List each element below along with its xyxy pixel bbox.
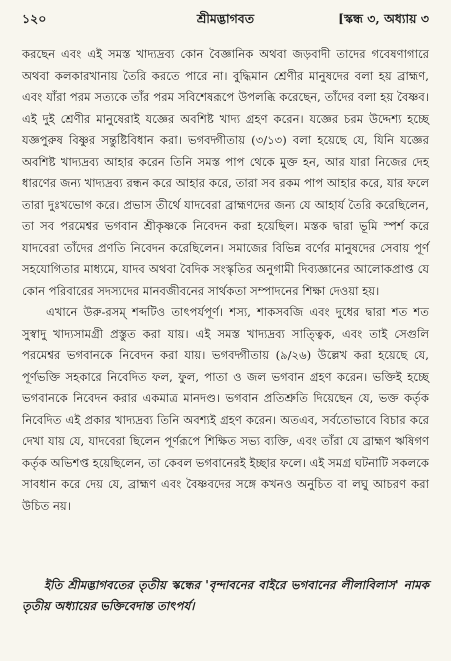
- purport-body: [22, 44, 429, 517]
- running-header: [22, 10, 429, 32]
- book-title: শ্রীমদ্ভাগবত: [196, 11, 255, 26]
- paragraph-1: করছেন এবং এই সমস্ত খাদ্যদ্রব্য কোন বৈজ্ঞানিক অথবা জড়বাদী তাদের গবেষণাগারে অথবা কলকারখানায় তৈরি করতে পারে না। বুদ্ধিমান শ্রেণীর মানুষদের বলা হয় ব্রাহ্মণ, এবং যাঁরা পরম সত্যকে তাঁর পরম সবিশেষরূপে উপলব্ধি করেছেন, তাঁদের বলা হয় বৈষ্ণব। এই দুই শ্রেণীর মানুষেরাই যজ্ঞের অবশিষ্ট খাদ্য গ্রহণ করেন। যজ্ঞের চরম উদ্দেশ্য হচ্ছে যজ্ঞপুরুষ বিষ্ণুর সন্তুষ্টিবিধান করা। ভগবদ্গীতায় (৩/১৩) বলা হয়েছে যে, যিনি যজ্ঞের অবশিষ্ট খাদ্যদ্রব্য আহার করেন তিনি সমস্ত পাপ থেকে মুক্ত হন, আর যারা নিজের দেহ ধারণের জন্য খাদ্যদ্রব্য রন্ধন করে আহার করে, তারা সব রকম পাপ আহার করে, যার ফলে তারা দুঃখভোগ করে। প্রভাস তীর্থে যাদবেরা ব্রাহ্মণদের জন্য যে আহার্য তৈরি করেছিলেন, তা সব পরমেশ্বর ভগবান শ্রীকৃষ্ণকে নিবেদন করা হয়েছিল। মস্তক দ্বারা ভূমি স্পর্শ করে যাদবেরা তাঁদের প্রণতি নিবেদন করেছিলেন। সমাজের বিভিন্ন বর্ণের মানুষদের সেবায় পূর্ণ সহযোগিতার মাধ্যমে, যাদব অথবা বৈদিক সংস্কৃতির অনুগামী দিব্যজ্ঞানের আলোকপ্রাপ্ত যে কোন পরিবারের সদস্যদের মানবজীবনের সার্থকতা সম্পাদনের শিক্ষা দেওয়া হয়।: [22, 47, 429, 298]
- page-number: ১২০: [22, 11, 47, 26]
- paragraph-2: এখানে উরু-রসম্ শব্দটিও তাৎপর্যপূর্ণ। শস্য, শাকসবজি এবং দুধের দ্বারা শত শত সুস্বাদু খাদ্যসামগ্রী প্রস্তুত করা যায়। এই সমস্ত খাদ্যদ্রব্য সাত্ত্বিক, এবং তাই সেগুলি পরমেশ্বর ভগবানকে নিবেদন করা যায়। ভগবদ্গীতায় (৯/২৬) উল্লেখ করা হয়েছে যে, পূর্ণভক্তি সহকারে নিবেদিত ফল, ফুল, পাতা ও জল ভগবান গ্রহণ করেন। ভক্তিই হচ্ছে ভগবানকে নিবেদন করার একমাত্র মানদণ্ড। ভগবান প্রতিশ্রুতি দিয়েছেন যে, ভক্ত কর্তৃক নিবেদিত এই প্রকার খাদ্যদ্রব্য তিনি অবশ্যই গ্রহণ করেন। অতএব, সর্বতোভাবে বিচার করে দেখা যায় যে, যাদবেরা ছিলেন পূর্ণরূপে শিক্ষিত সভ্য ব্যক্তি, এবং তাঁরা যে ব্রাহ্মণ ঋষিগণ কর্তৃক অভিশপ্ত হয়েছিলেন, তা কেবল ভগবানেরই ইচ্ছার ফলে। এই সমগ্র ঘটনাটি সকলকে সাবধান করে দেয় যে, ব্রাহ্মণ এবং বৈষ্ণবদের সঙ্গে কখনও অনুচিত বা লঘু আচরণ করা উচিত নয়।: [22, 305, 429, 513]
- section-reference: [স্কন্ধ ৩, অধ্যায় ৩: [338, 11, 429, 26]
- chapter-closing-note: ইতি শ্রীমদ্ভাগবতের তৃতীয় স্কন্ধের 'বৃন্দাবনের বাইরে ভগবানের লীলাবিলাস' নামক তৃতীয় অধ্যায়ের ভক্তিবেদান্ত তাৎপর্য।: [22, 578, 429, 613]
